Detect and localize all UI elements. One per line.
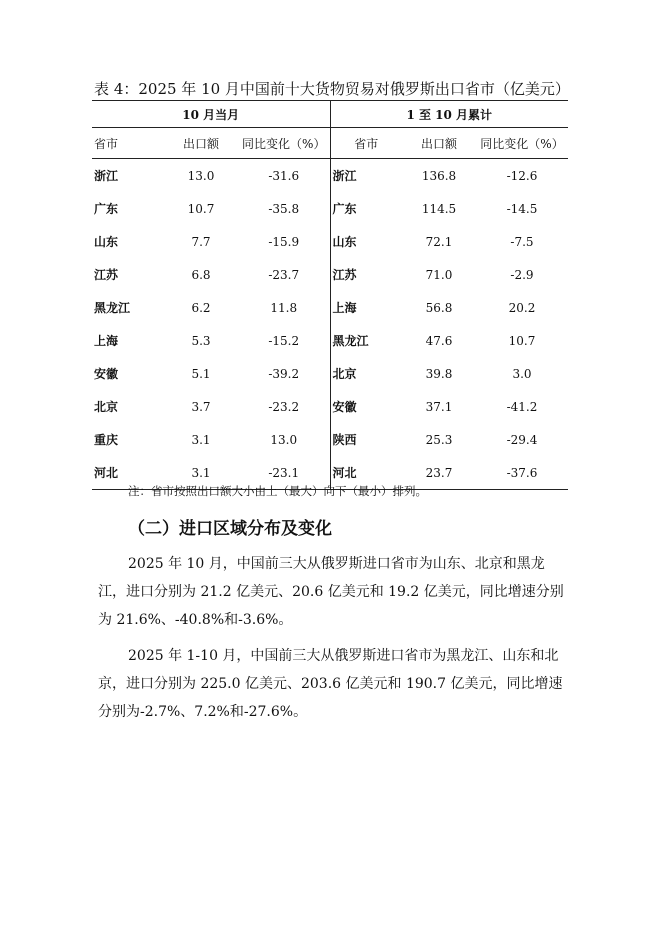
col-header-export: 出口额	[164, 128, 238, 159]
month-change-cell: -39.2	[268, 366, 300, 381]
cum-change-cell: 10.7	[508, 333, 536, 348]
cum-export-cell: 71.0	[425, 267, 453, 282]
month-change-cell: -35.8	[268, 201, 300, 216]
cum-change-cell: -41.2	[506, 399, 538, 414]
month-export-cell: 3.1	[191, 432, 211, 447]
cum-export-cell: 47.6	[425, 333, 453, 348]
cum-province-cell: 陕西	[330, 423, 402, 456]
month-export-cell: 5.3	[191, 333, 211, 348]
cum-export-cell: 23.7	[402, 456, 476, 490]
cum-change-cell: -37.6	[476, 456, 568, 490]
cum-province-cell: 广东	[330, 192, 402, 225]
cum-province-cell: 安徽	[330, 390, 402, 423]
table-row	[92, 225, 568, 258]
month-province-cell: 黑龙江	[94, 301, 131, 315]
cum-province-cell: 江苏	[330, 258, 402, 291]
month-export-cell: 10.7	[187, 201, 215, 216]
month-export-cell: 7.7	[191, 234, 211, 249]
section-heading: （二）进口区域分布及变化	[128, 519, 332, 539]
table-row	[92, 423, 568, 456]
table-row	[92, 390, 568, 423]
month-change-cell: -23.2	[268, 399, 300, 414]
paragraph-month: 2025 年 10 月，中国前三大从俄罗斯进口省市为山东、北京和黑龙江，进口分别为 21.2 亿美元、20.6 亿美元和 19.2 亿美元，同比增速分别为 21.6%、-40.8%和-3.6%。	[98, 556, 564, 628]
month-province-cell: 上海	[94, 334, 119, 348]
col-header-province: 省市	[330, 128, 402, 159]
table-row	[92, 357, 568, 390]
cum-change-cell: 20.2	[508, 300, 536, 315]
col-header-export: 出口额	[402, 128, 476, 159]
table-caption: 表 4：2025 年 10 月中国前十大货物贸易对俄罗斯出口省市（亿美元）	[94, 80, 570, 98]
cum-change-cell: -2.9	[510, 267, 534, 282]
month-province-cell: 广东	[94, 202, 119, 216]
cum-export-cell: 37.1	[425, 399, 453, 414]
table-body	[92, 159, 568, 490]
month-province-cell: 浙江	[94, 169, 119, 183]
paragraph-cumulative: 2025 年 1-10 月，中国前三大从俄罗斯进口省市为黑龙江、山东和北京，进口分别为 225.0 亿美元、203.6 亿美元和 190.7 亿美元，同比增速分别为-2.7%、7.2%和-27.6%。	[98, 648, 563, 720]
col-header-change: 同比变化（%）	[238, 128, 330, 159]
table-row	[92, 192, 568, 225]
col-header-province: 省市	[92, 128, 164, 159]
cum-province-cell: 北京	[330, 357, 402, 390]
export-province-table	[92, 100, 568, 490]
month-province-cell: 山东	[94, 235, 119, 249]
group-header-month: 10 月当月	[92, 101, 330, 128]
month-province-cell: 河北	[92, 456, 164, 490]
cum-province-cell: 河北	[330, 456, 402, 490]
cum-province-cell: 山东	[330, 225, 402, 258]
month-change-cell: -15.2	[268, 333, 300, 348]
month-province-cell: 重庆	[94, 433, 119, 447]
cum-change-cell: -12.6	[506, 168, 538, 183]
cum-change-cell: -29.4	[506, 432, 538, 447]
month-export-cell: 6.8	[191, 267, 211, 282]
month-export-cell: 6.2	[191, 300, 211, 315]
table-row	[92, 324, 568, 357]
cum-province-cell: 黑龙江	[330, 324, 402, 357]
month-change-cell: 13.0	[270, 432, 298, 447]
month-export-cell: 13.0	[187, 168, 215, 183]
month-export-cell: 5.1	[191, 366, 211, 381]
col-header-change: 同比变化（%）	[476, 128, 568, 159]
table-row	[92, 291, 568, 324]
month-change-cell: -23.7	[268, 267, 300, 282]
month-change-cell: -31.6	[268, 168, 300, 183]
month-province-cell: 北京	[94, 400, 119, 414]
cum-change-cell: -14.5	[506, 201, 538, 216]
month-change-cell: -23.1	[238, 456, 330, 490]
cum-export-cell: 72.1	[425, 234, 453, 249]
table-note: 注：省市按照出口额大小由上（最大）向下（最小）排列。	[128, 484, 427, 498]
month-export-cell: 3.7	[191, 399, 211, 414]
cum-export-cell: 114.5	[421, 201, 457, 216]
cum-export-cell: 39.8	[425, 366, 453, 381]
month-province-cell: 安徽	[94, 367, 119, 381]
cum-province-cell: 浙江	[330, 159, 402, 193]
month-change-cell: -15.9	[268, 234, 300, 249]
table-row	[92, 159, 568, 193]
group-header-cumulative: 1 至 10 月累计	[330, 101, 568, 128]
month-change-cell: 11.8	[270, 300, 298, 315]
month-province-cell: 江苏	[94, 268, 119, 282]
cum-change-cell: 3.0	[512, 366, 532, 381]
cum-export-cell: 136.8	[421, 168, 457, 183]
table-row	[92, 258, 568, 291]
cum-province-cell: 上海	[330, 291, 402, 324]
month-export-cell: 3.1	[164, 456, 238, 490]
cum-change-cell: -7.5	[510, 234, 534, 249]
cum-export-cell: 25.3	[425, 432, 453, 447]
cum-export-cell: 56.8	[425, 300, 453, 315]
